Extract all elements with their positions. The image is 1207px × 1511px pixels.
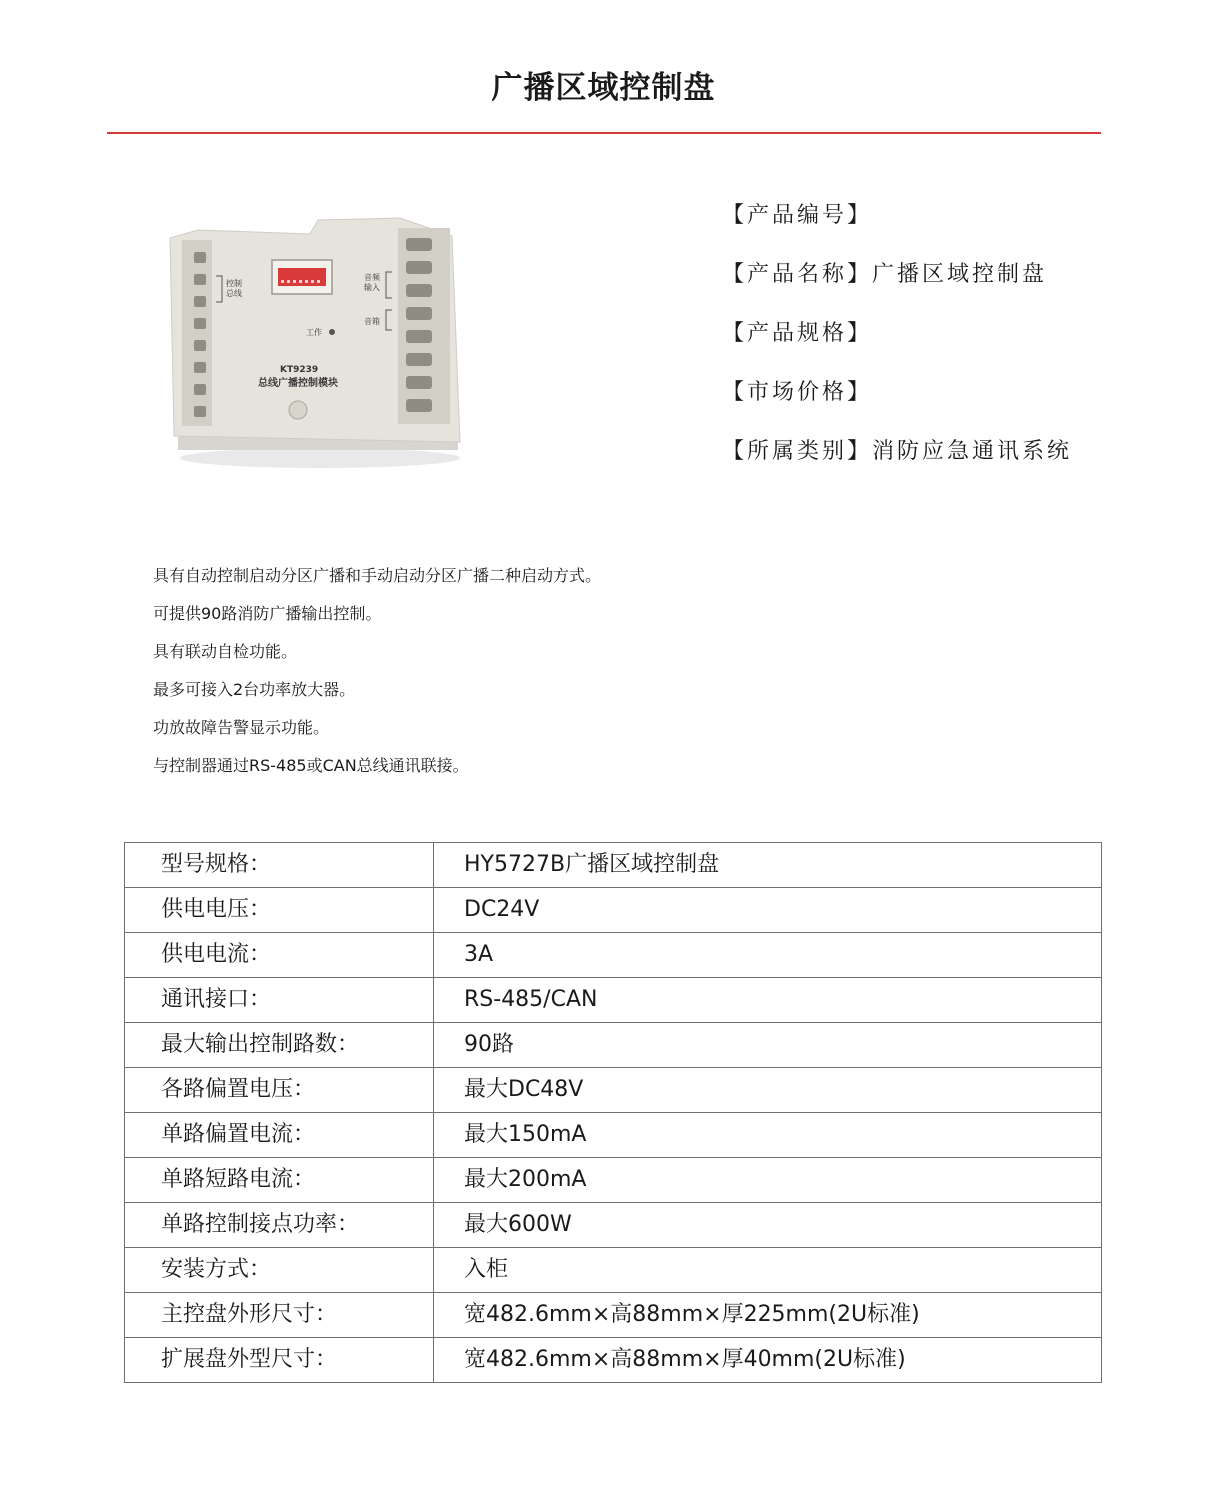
table-row xyxy=(125,1068,1102,1113)
info-row-market-price xyxy=(722,375,1072,434)
spec-label: 各路偏置电压： xyxy=(125,1068,434,1113)
info-label: 【产品编号】 xyxy=(722,203,873,228)
table-row xyxy=(125,1158,1102,1203)
spec-value: 90路 xyxy=(434,1023,1102,1068)
feature-item: 具有联动自检功能。 xyxy=(153,642,298,661)
table-row xyxy=(125,933,1102,978)
table-row xyxy=(125,1293,1102,1338)
photo-work-label: 工作 xyxy=(306,328,322,337)
spec-label: 单路短路电流： xyxy=(125,1158,434,1203)
spec-label: 通讯接口： xyxy=(125,978,434,1023)
spec-value: 宽482.6mm×高88mm×厚225mm(2U标准) xyxy=(434,1293,1102,1338)
table-row xyxy=(125,1023,1102,1068)
photo-model: KT9239 xyxy=(280,365,319,375)
spec-table xyxy=(124,842,1102,1383)
title-divider xyxy=(107,132,1101,134)
feature-list xyxy=(153,560,601,788)
info-label: 【市场价格】 xyxy=(722,380,873,405)
spec-label: 单路偏置电流： xyxy=(125,1113,434,1158)
info-row-product-number xyxy=(722,198,1072,257)
spec-value: RS-485/CAN xyxy=(434,978,1102,1023)
spec-label: 型号规格： xyxy=(125,843,434,888)
spec-label: 安装方式： xyxy=(125,1248,434,1293)
spec-label: 供电电压： xyxy=(125,888,434,933)
photo-right-label-bottom: 音箱 xyxy=(364,317,380,326)
spec-value: 最大200mA xyxy=(434,1158,1102,1203)
info-label: 【产品规格】 xyxy=(722,321,873,346)
table-row xyxy=(125,1338,1102,1383)
info-row-category xyxy=(722,434,1072,493)
spec-value: 最大DC48V xyxy=(434,1068,1102,1113)
feature-item: 可提供90路消防广播输出控制。 xyxy=(153,604,382,623)
spec-value: 宽482.6mm×高88mm×厚40mm(2U标准) xyxy=(434,1338,1102,1383)
photo-left-label: 控制 xyxy=(226,279,242,288)
spec-value: 3A xyxy=(434,933,1102,978)
feature-item: 最多可接入2台功率放大器。 xyxy=(153,680,356,699)
spec-label: 主控盘外形尺寸： xyxy=(125,1293,434,1338)
spec-label: 最大输出控制路数： xyxy=(125,1023,434,1068)
table-row xyxy=(125,888,1102,933)
info-label: 【产品名称】 xyxy=(722,262,873,287)
info-label: 【所属类别】 xyxy=(722,439,873,464)
info-row-product-spec xyxy=(722,316,1072,375)
feature-item: 功放故障告警显示功能。 xyxy=(153,718,330,737)
table-row xyxy=(125,1248,1102,1293)
photo-right-label-top: 音频 xyxy=(364,273,380,282)
feature-item: 与控制器通过RS-485或CAN总线通讯联接。 xyxy=(153,756,469,775)
spec-value: 最大150mA xyxy=(434,1113,1102,1158)
spec-label: 供电电流： xyxy=(125,933,434,978)
spec-label: 扩展盘外型尺寸： xyxy=(125,1338,434,1383)
spec-label: 单路控制接点功率： xyxy=(125,1203,434,1248)
table-row xyxy=(125,978,1102,1023)
product-photo xyxy=(160,210,470,470)
svg-text:总线: 总线 xyxy=(226,289,242,298)
spec-value: DC24V xyxy=(434,888,1102,933)
info-value: 消防应急通讯系统 xyxy=(872,439,1073,464)
product-info-list xyxy=(722,198,1072,493)
table-row xyxy=(125,1113,1102,1158)
feature-item: 具有自动控制启动分区广播和手动启动分区广播二种启动方式。 xyxy=(153,566,602,585)
info-row-product-name xyxy=(722,257,1072,316)
table-row xyxy=(125,843,1102,888)
spec-value: 入柜 xyxy=(434,1248,1102,1293)
photo-caption: 总线广播控制模块 xyxy=(258,378,338,389)
table-row xyxy=(125,1203,1102,1248)
spec-value: HY5727B广播区域控制盘 xyxy=(434,843,1102,888)
svg-text:输入: 输入 xyxy=(364,283,380,292)
info-value: 广播区域控制盘 xyxy=(872,262,1048,287)
spec-value: 最大600W xyxy=(434,1203,1102,1248)
page-title: 广播区域控制盘 xyxy=(491,70,716,106)
